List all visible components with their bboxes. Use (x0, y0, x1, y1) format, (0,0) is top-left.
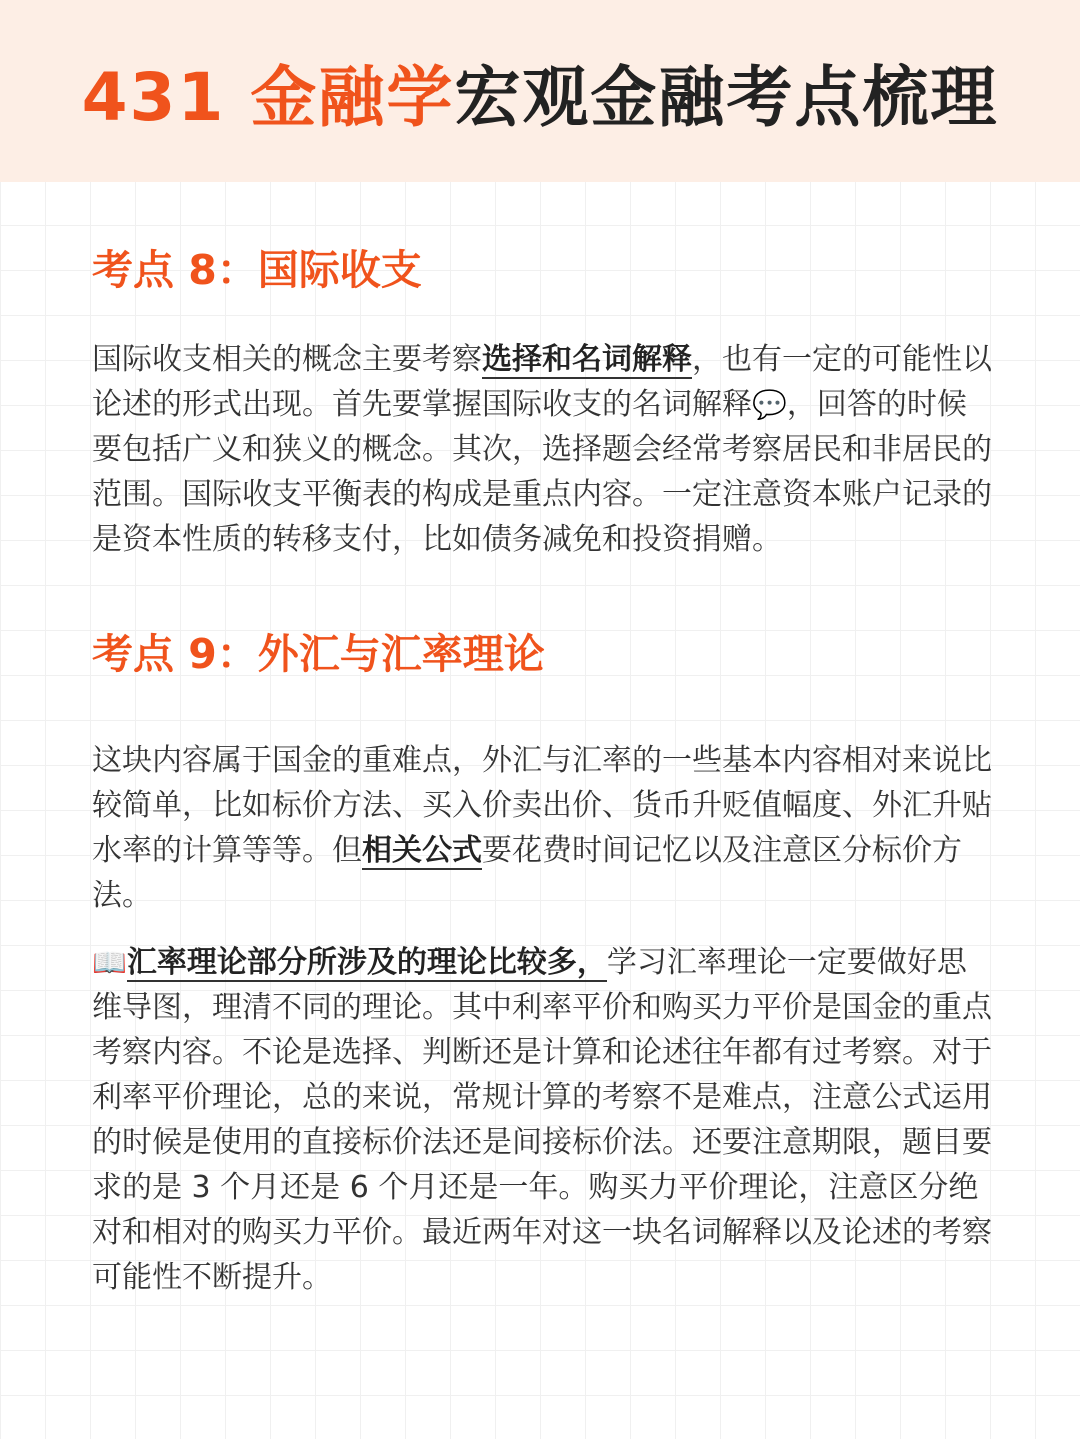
text-run: 这块内容属于国金的重难点，外汇与汇率的一些基本内容相对来说比较简单，比如标价方法、买入价卖出价、货币升贬值幅度、外汇升贴水率的计算等等。但 (92, 743, 992, 868)
section-balance-of-payments (92, 240, 992, 562)
text-run: ，回答的时候要包括广义和狭义的概念。其次，选择题会经常考察居民和非居民的范围。国际收支平衡表的构成是重点内容。一定注意资本账户记录的是资本性质的转移支付，比如债务减免和投资捐赠。 (92, 387, 992, 557)
highlighted-text: 汇率理论部分所涉及的理论比较多， (126, 945, 607, 980)
text-run: ，也有一定的可能性以论述的形式出现。首先要掌握国际收支的名词解释 (92, 342, 992, 422)
section-8-heading: 考点 8：国际收支 (92, 246, 422, 294)
section-9-paragraph-2 (92, 940, 992, 1300)
title-banner (0, 0, 1080, 182)
section-9-paragraph-1 (92, 738, 992, 918)
highlighted-text: 相关公式 (362, 833, 482, 868)
page-title (82, 44, 999, 139)
highlighted-text: 选择和名词解释 (482, 342, 692, 377)
article-body (92, 228, 992, 1300)
open-book-icon: 📖 (92, 946, 127, 979)
section-foreign-exchange (92, 624, 992, 1300)
text-run: 国际收支相关的概念主要考察 (92, 342, 482, 377)
section-8-paragraph (92, 337, 992, 562)
page-title-accent: 431 金融学 (81, 58, 455, 136)
page-title-main: 宏观金融考点梳理 (454, 58, 999, 136)
section-9-heading: 考点 9：外汇与汇率理论 (92, 630, 545, 678)
speech-bubble-icon: 💬 (752, 388, 787, 421)
text-run: 学习汇率理论一定要做好思维导图，理清不同的理论。其中利率平价和购买力平价是国金的重点考察内容。不论是选择、判断还是计算和论述往年都有过考察。对于利率平价理论，总的来说，常规计算的考察不是难点，注意公式运用的时候是使用的直接标价法还是间接标价法。还要注意期限，题目要求的是 3 个月还是 6 个月还是一年。购买力平价理论，注意区分绝对和相对的购买力平价。最近两年对这一块名词解释以及论述的考察可能性不断提升。 (92, 945, 992, 1295)
text-run: 要花费时间记忆以及注意区分标价方法。 (92, 833, 962, 913)
